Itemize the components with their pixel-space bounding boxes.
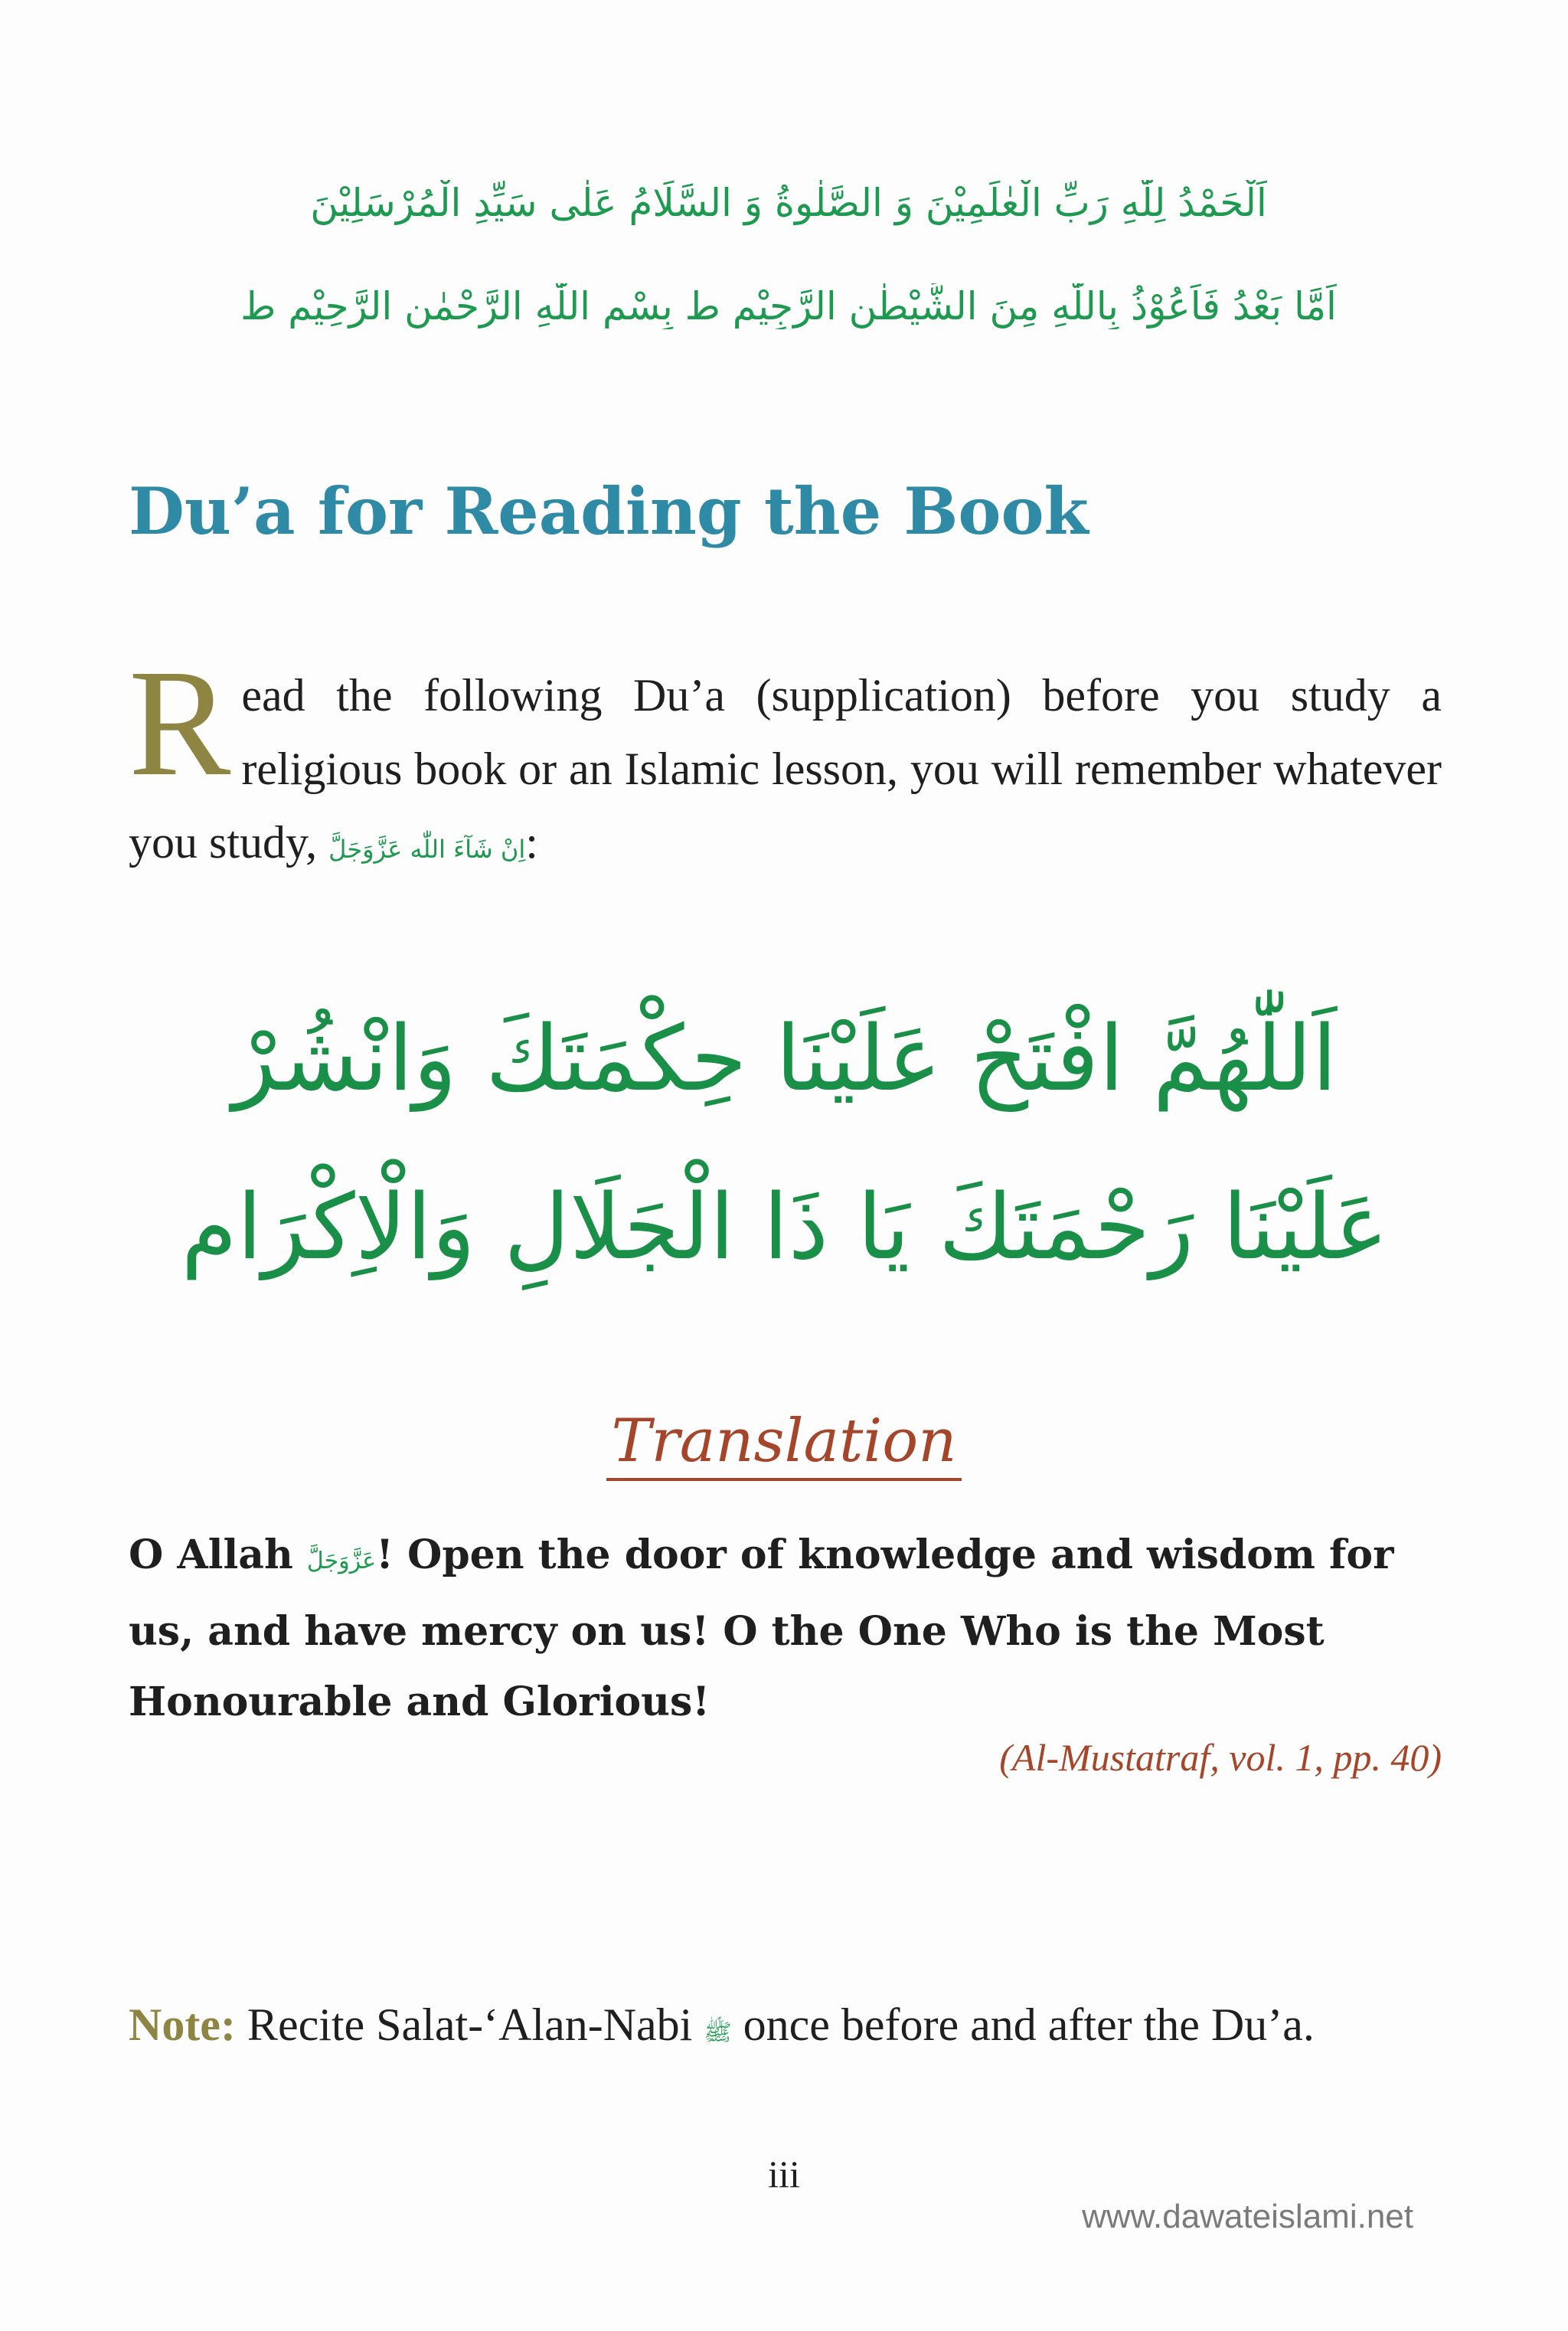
website-url: www.dawateislami.net bbox=[1082, 2198, 1413, 2235]
arabic-header-line-2: اَمَّا بَعْدُ فَاَعُوْذُ بِاللّٰهِ مِنَ الشَّیْطٰنِ الرَّجِیْمِ ط بِسْمِ اللّٰهِ الرَّحْمٰنِ الرَّحِیْمِ ط bbox=[240, 284, 1337, 329]
translation-part-2: ! Open the door of knowledge and wisdom for us, and have mercy on us! O the One Who is the Most Honourable and Glorious! bbox=[129, 1532, 1394, 1725]
translation-title-wrap bbox=[0, 1409, 1568, 1481]
note-text-2: once before and after the Du’a. bbox=[731, 1999, 1315, 2050]
page-number: iii bbox=[768, 2153, 800, 2195]
salat-symbol: ﷺ bbox=[704, 2019, 732, 2046]
inline-arabic-inshaallah: اِنْ شَآءَ اللّٰه عَزَّوَجَلَّ bbox=[328, 835, 526, 864]
translation-title: Translation bbox=[606, 1409, 961, 1481]
intro-end: : bbox=[525, 817, 538, 868]
drop-cap: R bbox=[129, 639, 231, 808]
dua-line-1: اَللّٰهُمَّ افْتَحْ عَلَيْنَا حِكْمَتَكَ وَانْشُرْ bbox=[232, 1005, 1338, 1111]
dua-line-2: عَلَيْنَا رَحْمَتَكَ يَا ذَا الْجَلَالِ وَالْاِكْرَام bbox=[181, 1174, 1389, 1280]
arabic-header-line-1: اَلْحَمْدُ لِلّٰهِ رَبِّ الْعٰلَمِیْنَ وَ الصَّلٰوةُ وَ السَّلَامُ عَلٰی سَیِّدِ الْمُرْسَلِیْنَ bbox=[310, 181, 1267, 225]
inline-arabic-azza-wajal: عَزَّوَجَلَّ bbox=[306, 1548, 377, 1574]
note-label: Note: bbox=[129, 1999, 236, 2050]
translation-part-1: O Allah bbox=[129, 1532, 293, 1578]
translation-text bbox=[129, 1520, 1442, 1738]
intro-paragraph bbox=[129, 639, 1442, 886]
intro-text: ead the following Du’a (supplication) before you study a religious book or an Islamic lesson, you will remember whatever you study, bbox=[129, 670, 1442, 868]
page-heading: Du’a for Reading the Book bbox=[129, 473, 1089, 549]
note-text-1: Recite Salat-‘Alan-Nabi bbox=[235, 1999, 704, 2050]
reference-citation: (Al-Mustatraf, vol. 1, pp. 40) bbox=[999, 1736, 1442, 1779]
note-line bbox=[129, 1999, 1315, 2051]
